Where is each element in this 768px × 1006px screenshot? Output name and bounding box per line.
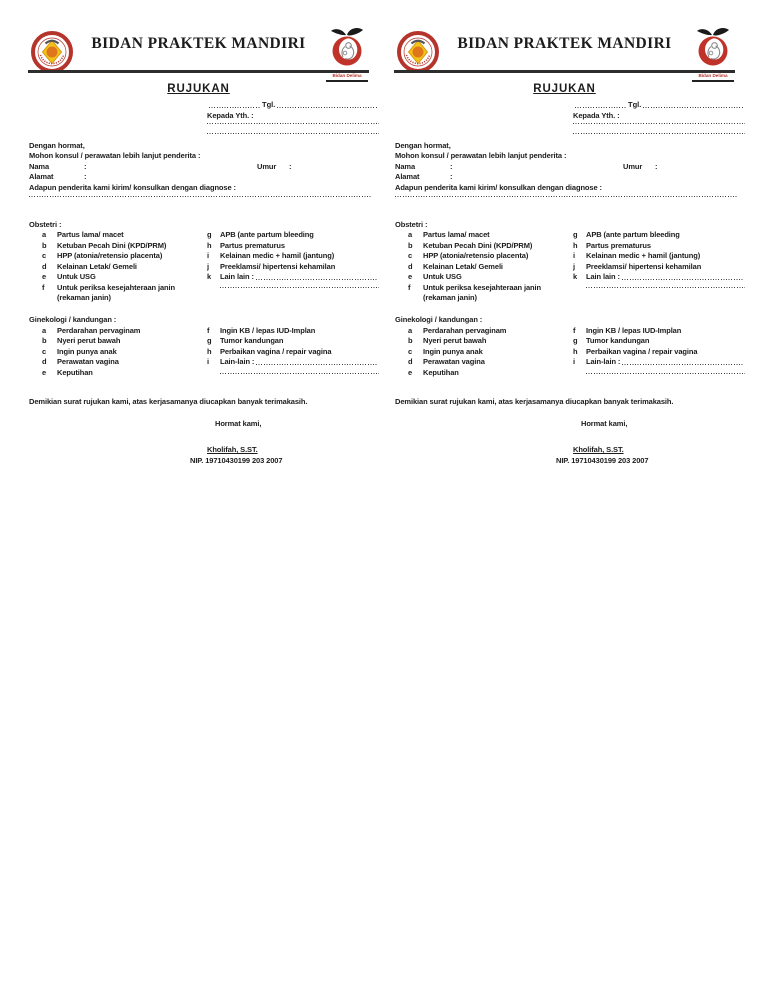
ginekologi-item: g Tumor kandungan [207, 336, 284, 345]
addressee-fill-line [207, 123, 379, 124]
request-line: Mohon konsul / perawatan lebih lanjut penderita : [395, 151, 567, 160]
other-fill-line [220, 373, 379, 374]
obstetri-item: g APB (ante partum bleeding [573, 230, 680, 239]
ginekologi-heading: Ginekologi / kandungan : [395, 315, 483, 324]
obstetri-item: i Kelainan medic + hamil (jantung) [573, 251, 701, 260]
bidan-delima-icon [325, 27, 369, 69]
ginekologi-item: c Ingin punya anak [408, 347, 483, 356]
obstetri-item: f Untuk periksa kesejahteraan janin [42, 283, 176, 292]
obstetri-item: i Kelainan medic + hamil (jantung) [207, 251, 335, 260]
ginekologi-item: a Perdarahan pervaginam [42, 326, 141, 335]
obstetri-item: c HPP (atonia/retensio placenta) [408, 251, 529, 260]
date-fill-line [277, 107, 378, 108]
address-label: Alamat [29, 172, 54, 181]
ginekologi-item: g Tumor kandungan [573, 336, 650, 345]
clinic-title: BIDAN PRAKTEK MANDIRI [91, 35, 306, 52]
ginekologi-item: h Perbaikan vagina / repair vagina [207, 347, 332, 356]
obstetri-item: e Untuk USG [408, 272, 462, 281]
salutation: Dengan hormat, [395, 141, 451, 150]
obstetri-item: b Ketuban Pecah Dini (KPD/PRM) [408, 241, 533, 250]
obstetri-item: h Partus prematurus [573, 241, 651, 250]
bidan-delima-icon [691, 27, 735, 69]
addressee-fill-line [207, 133, 379, 134]
request-line: Mohon konsul / perawatan lebih lanjut penderita : [29, 151, 201, 160]
ginekologi-item: f Ingin KB / lepas IUD-Implan [573, 326, 682, 335]
signature-salutation: Hormat kami, [215, 419, 262, 428]
date-line [573, 100, 745, 109]
signature-nip: NIP. 19710430199 203 2007 [190, 456, 283, 465]
bidan-delima-caption: Bidan Delima [332, 73, 362, 78]
other-fill-line [622, 279, 744, 280]
closing-line: Demikian surat rujukan kami, atas kerjasamanya diucapkan banyak terimakasih. [29, 397, 308, 406]
obstetri-item: a Partus lama/ macet [42, 230, 124, 239]
clinic-title: BIDAN PRAKTEK MANDIRI [457, 35, 672, 52]
signature-name: Kholifah, S.ST. [573, 445, 624, 454]
signature-nip: NIP. 19710430199 203 2007 [556, 456, 649, 465]
bidan-delima-bar [326, 80, 368, 82]
addressee-label: Kepada Yth. : [207, 111, 254, 120]
date-label: Tgl. [262, 100, 276, 109]
addressee-label: Kepada Yth. : [573, 111, 620, 120]
address-colon: : [450, 172, 453, 181]
bidan-delima-logo [690, 27, 736, 82]
obstetri-item: h Partus prematurus [207, 241, 285, 250]
ginekologi-item: h Perbaikan vagina / repair vagina [573, 347, 698, 356]
obstetri-item: j Preeklamsi/ hipertensi kehamilan [573, 262, 702, 271]
date-line [207, 100, 379, 109]
ginekologi-heading: Ginekologi / kandungan : [29, 315, 117, 324]
other-fill-line [586, 287, 745, 288]
obstetri-item: f Untuk periksa kesejahteraan janin [408, 283, 542, 292]
signature-name: Kholifah, S.ST. [207, 445, 258, 454]
address-colon: : [84, 172, 87, 181]
ginekologi-item: e Keputihan [408, 368, 459, 377]
address-label: Alamat [395, 172, 420, 181]
ginekologi-item: i Lain-lain : [573, 357, 745, 366]
ginekologi-item: i Lain-lain : [207, 357, 379, 366]
bidan-delima-bar [692, 80, 734, 82]
bidan-delima-caption: Bidan Delima [698, 73, 728, 78]
obstetri-item: c HPP (atonia/retensio placenta) [42, 251, 163, 260]
obstetri-item: d Kelainan Letak/ Gemeli [408, 262, 503, 271]
document-title: RUJUKAN [167, 83, 230, 95]
other-fill-line [256, 279, 378, 280]
header-divider [394, 70, 735, 73]
header-divider [28, 70, 369, 73]
addressee-fill-line [573, 123, 745, 124]
name-label: Nama [395, 162, 416, 171]
diagnose-line: Adapun penderita kami kirim/ konsulkan dengan diagnose : [395, 183, 602, 192]
date-fill-line [575, 107, 627, 108]
signature-salutation: Hormat kami, [581, 419, 628, 428]
addressee-fill-line [573, 133, 745, 134]
obstetri-item: k Lain lain : [573, 272, 745, 281]
salutation: Dengan hormat, [29, 141, 85, 150]
obstetri-item: k Lain lain : [207, 272, 379, 281]
document-title: RUJUKAN [533, 83, 596, 95]
diagnose-fill-line [29, 196, 371, 197]
name-label: Nama [29, 162, 50, 171]
obstetri-item: b Ketuban Pecah Dini (KPD/PRM) [42, 241, 167, 250]
ginekologi-item: d Perawatan vagina [42, 357, 119, 366]
other-fill-line [256, 364, 378, 365]
obstetri-item: g APB (ante partum bleeding [207, 230, 314, 239]
referral-form-copy-1 [26, 26, 371, 471]
ginekologi-item: c Ingin punya anak [42, 347, 117, 356]
obstetri-heading: Obstetri : [29, 220, 62, 229]
bidan-delima-logo [324, 27, 370, 82]
other-fill-line [622, 364, 744, 365]
ginekologi-item: b Nyeri perut bawah [42, 336, 121, 345]
date-fill-line [209, 107, 261, 108]
closing-line: Demikian surat rujukan kami, atas kerjasamanya diucapkan banyak terimakasih. [395, 397, 674, 406]
diagnose-line: Adapun penderita kami kirim/ konsulkan dengan diagnose : [29, 183, 236, 192]
ginekologi-item: e Keputihan [42, 368, 93, 377]
age-label: Umur [623, 162, 643, 171]
obstetri-item: e Untuk USG [42, 272, 96, 281]
obstetri-item-continuation: (rekaman janin) [423, 293, 477, 302]
diagnose-fill-line [395, 196, 737, 197]
date-label: Tgl. [628, 100, 642, 109]
obstetri-item: d Kelainan Letak/ Gemeli [42, 262, 137, 271]
other-fill-line [586, 373, 745, 374]
ginekologi-item: a Perdarahan pervaginam [408, 326, 507, 335]
obstetri-item: a Partus lama/ macet [408, 230, 490, 239]
other-fill-line [220, 287, 379, 288]
name-colon: : [450, 162, 453, 171]
date-fill-line [643, 107, 744, 108]
referral-form-copy-2 [392, 26, 737, 471]
ginekologi-item: d Perawatan vagina [408, 357, 485, 366]
age-colon: : [655, 162, 658, 171]
age-label: Umur [257, 162, 277, 171]
obstetri-item: j Preeklamsi/ hipertensi kehamilan [207, 262, 336, 271]
ginekologi-item: f Ingin KB / lepas IUD-Implan [207, 326, 316, 335]
obstetri-heading: Obstetri : [395, 220, 428, 229]
age-colon: : [289, 162, 292, 171]
name-colon: : [84, 162, 87, 171]
obstetri-item-continuation: (rekaman janin) [57, 293, 111, 302]
ginekologi-item: b Nyeri perut bawah [408, 336, 487, 345]
